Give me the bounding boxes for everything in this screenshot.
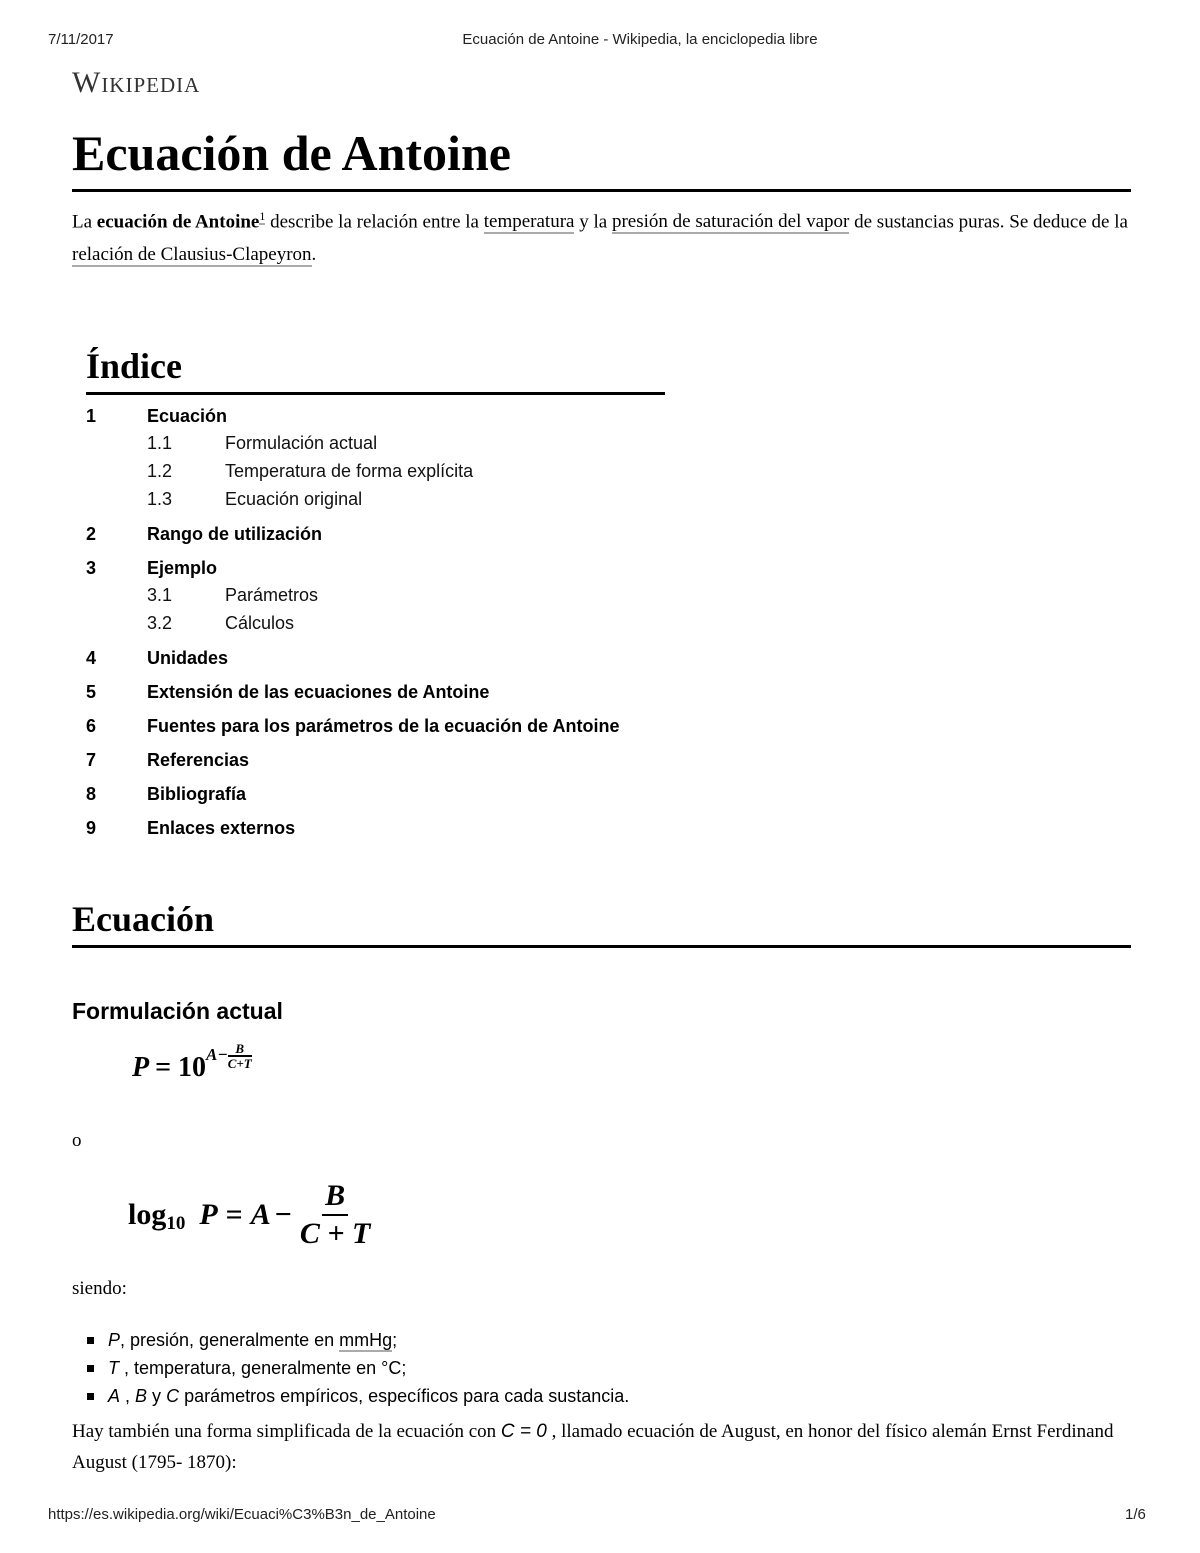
intro-bold-term: ecuación de Antoine (96, 211, 260, 233)
print-date: 7/11/2017 (48, 31, 114, 48)
list-text: parámetros empíricos, específicos para cada sustancia. (179, 1386, 630, 1406)
toc-number: 6 (86, 716, 97, 736)
list-text: ; (392, 1330, 398, 1350)
print-page-title: Ecuación de Antoine - Wikipedia, la enciclopedia libre (462, 31, 818, 48)
list-text: , presión, generalmente en (120, 1330, 335, 1350)
intro-text: . (311, 244, 317, 266)
toc-entry[interactable] (86, 748, 686, 773)
list-text: y (147, 1386, 167, 1406)
toc-number: 4 (86, 648, 97, 668)
var-name: A (108, 1386, 121, 1406)
eq-symbol: − (274, 1198, 292, 1231)
toc-label: Ecuación original (225, 489, 363, 509)
section-title: Ecuación (72, 899, 215, 939)
toc-number: 3.1 (147, 585, 173, 605)
toc-label: Fuentes para los parámetros de la ecuación de Antoine (147, 716, 620, 736)
toc-section (86, 714, 686, 739)
intro-text: describe la relación entre la (270, 211, 479, 233)
reference-link[interactable]: 1 (259, 209, 266, 223)
toc-entry[interactable] (86, 816, 686, 841)
toc-section (86, 646, 686, 671)
wikipedia-logo[interactable]: Wikipedia (72, 66, 201, 99)
toc-subentry[interactable] (86, 485, 686, 513)
toc-section (86, 556, 686, 637)
toc-number: 5 (86, 682, 97, 702)
equation-antoine-log (128, 1178, 370, 1252)
var-name: C (166, 1386, 180, 1406)
or-text: o (72, 1130, 82, 1151)
eq-symbol: A (250, 1198, 271, 1231)
toc-subentry[interactable] (86, 581, 686, 609)
toc-label: Cálculos (225, 613, 295, 633)
eq-symbol: 10 (178, 1052, 207, 1083)
intro-paragraph (72, 200, 1137, 271)
toc-section (86, 404, 686, 513)
toc-section (86, 680, 686, 705)
eq-subscript: 10 (166, 1213, 186, 1234)
var-name: T (108, 1358, 119, 1378)
toc-label: Ejemplo (147, 558, 218, 578)
toc-label: Parámetros (225, 585, 319, 605)
link-temperatura[interactable]: temperatura (483, 211, 575, 233)
toc-label: Temperatura de forma explícita (225, 461, 474, 481)
eq-symbol: A− (206, 1045, 228, 1064)
list-item (108, 1354, 629, 1382)
toc-number: 1.3 (147, 489, 173, 509)
toc-label: Bibliografía (147, 784, 247, 804)
toc-section (86, 522, 686, 547)
toc-label: Ecuación (147, 406, 228, 426)
title-rule (72, 189, 1131, 192)
toc-label: Extensión de las ecuaciones de Antoine (147, 682, 490, 702)
subsection-title: Formulación actual (72, 998, 283, 1024)
toc-label: Formulación actual (225, 433, 378, 453)
toc-label: Enlaces externos (147, 818, 296, 838)
eq-symbol: = (225, 1198, 243, 1231)
link-presion-vapor[interactable]: presión de saturación del vapor (611, 211, 850, 233)
toc-number: 8 (86, 784, 97, 804)
toc-entry[interactable] (86, 782, 686, 807)
toc-entry[interactable] (86, 646, 686, 671)
link-mmhg[interactable]: mmHg (339, 1330, 393, 1350)
toc-entry[interactable] (86, 714, 686, 739)
intro-text: La (72, 211, 93, 233)
table-of-contents (86, 404, 686, 850)
toc-label: Rango de utilización (147, 524, 323, 544)
toc-number: 1 (86, 406, 97, 426)
august-paragraph (72, 1416, 1137, 1478)
eq-numerator: B (228, 1042, 252, 1057)
toc-section (86, 748, 686, 773)
eq-numerator: B (322, 1178, 348, 1216)
print-page-number: 1/6 (1125, 1506, 1146, 1523)
list-text: , temperatura, generalmente en °C; (119, 1358, 407, 1378)
toc-entry[interactable] (86, 680, 686, 705)
toc-number: 1.1 (147, 433, 173, 453)
toc-number: 2 (86, 524, 97, 544)
toc-label: Unidades (147, 648, 229, 668)
siendo-text: siendo: (72, 1278, 127, 1299)
list-text: , (120, 1386, 136, 1406)
page-title: Ecuación de Antoine (72, 125, 511, 181)
toc-entry[interactable] (86, 404, 686, 429)
toc-subentry[interactable] (86, 457, 686, 485)
toc-label: Referencias (147, 750, 250, 770)
eq-symbol: P (199, 1198, 218, 1231)
list-item (108, 1326, 629, 1354)
eq-symbol: = (155, 1052, 172, 1083)
toc-section (86, 782, 686, 807)
toc-number: 1.2 (147, 461, 173, 481)
var-name: P (108, 1330, 121, 1350)
toc-rule (86, 392, 665, 395)
toc-number: 7 (86, 750, 97, 770)
toc-section (86, 816, 686, 841)
eq-symbol: log (128, 1198, 167, 1231)
var-name: B (135, 1386, 148, 1406)
para-text: , llamado ecuación de August, en honor del físico alemán Ernst Ferdinand August (1795- 1870): (72, 1421, 1114, 1473)
toc-entry[interactable] (86, 522, 686, 547)
eq-symbol: P (132, 1052, 149, 1083)
intro-text: y la (579, 211, 608, 233)
toc-number: 3.2 (147, 613, 173, 633)
section-rule (72, 945, 1131, 948)
inline-math: C = 0 (500, 1421, 547, 1442)
variable-list (108, 1326, 629, 1410)
list-item (108, 1382, 629, 1410)
link-clausius-clapeyron[interactable]: relación de Clausius-Clapeyron (72, 244, 312, 266)
toc-title: Índice (86, 346, 183, 386)
equation-antoine-power (132, 1041, 252, 1086)
print-url: https://es.wikipedia.org/wiki/Ecuaci%C3%B3n_de_Antoine (48, 1506, 436, 1523)
eq-denominator: C+T (227, 1056, 252, 1072)
intro-text: de sustancias puras. Se deduce de la (854, 211, 1128, 233)
toc-number: 9 (86, 818, 97, 838)
toc-subentry[interactable] (86, 429, 686, 457)
toc-subentry[interactable] (86, 609, 686, 637)
toc-number: 3 (86, 558, 97, 578)
eq-denominator: C + T (299, 1217, 371, 1250)
para-text: Hay también una forma simplificada de la ecuación con (72, 1421, 497, 1442)
toc-entry[interactable] (86, 556, 686, 581)
